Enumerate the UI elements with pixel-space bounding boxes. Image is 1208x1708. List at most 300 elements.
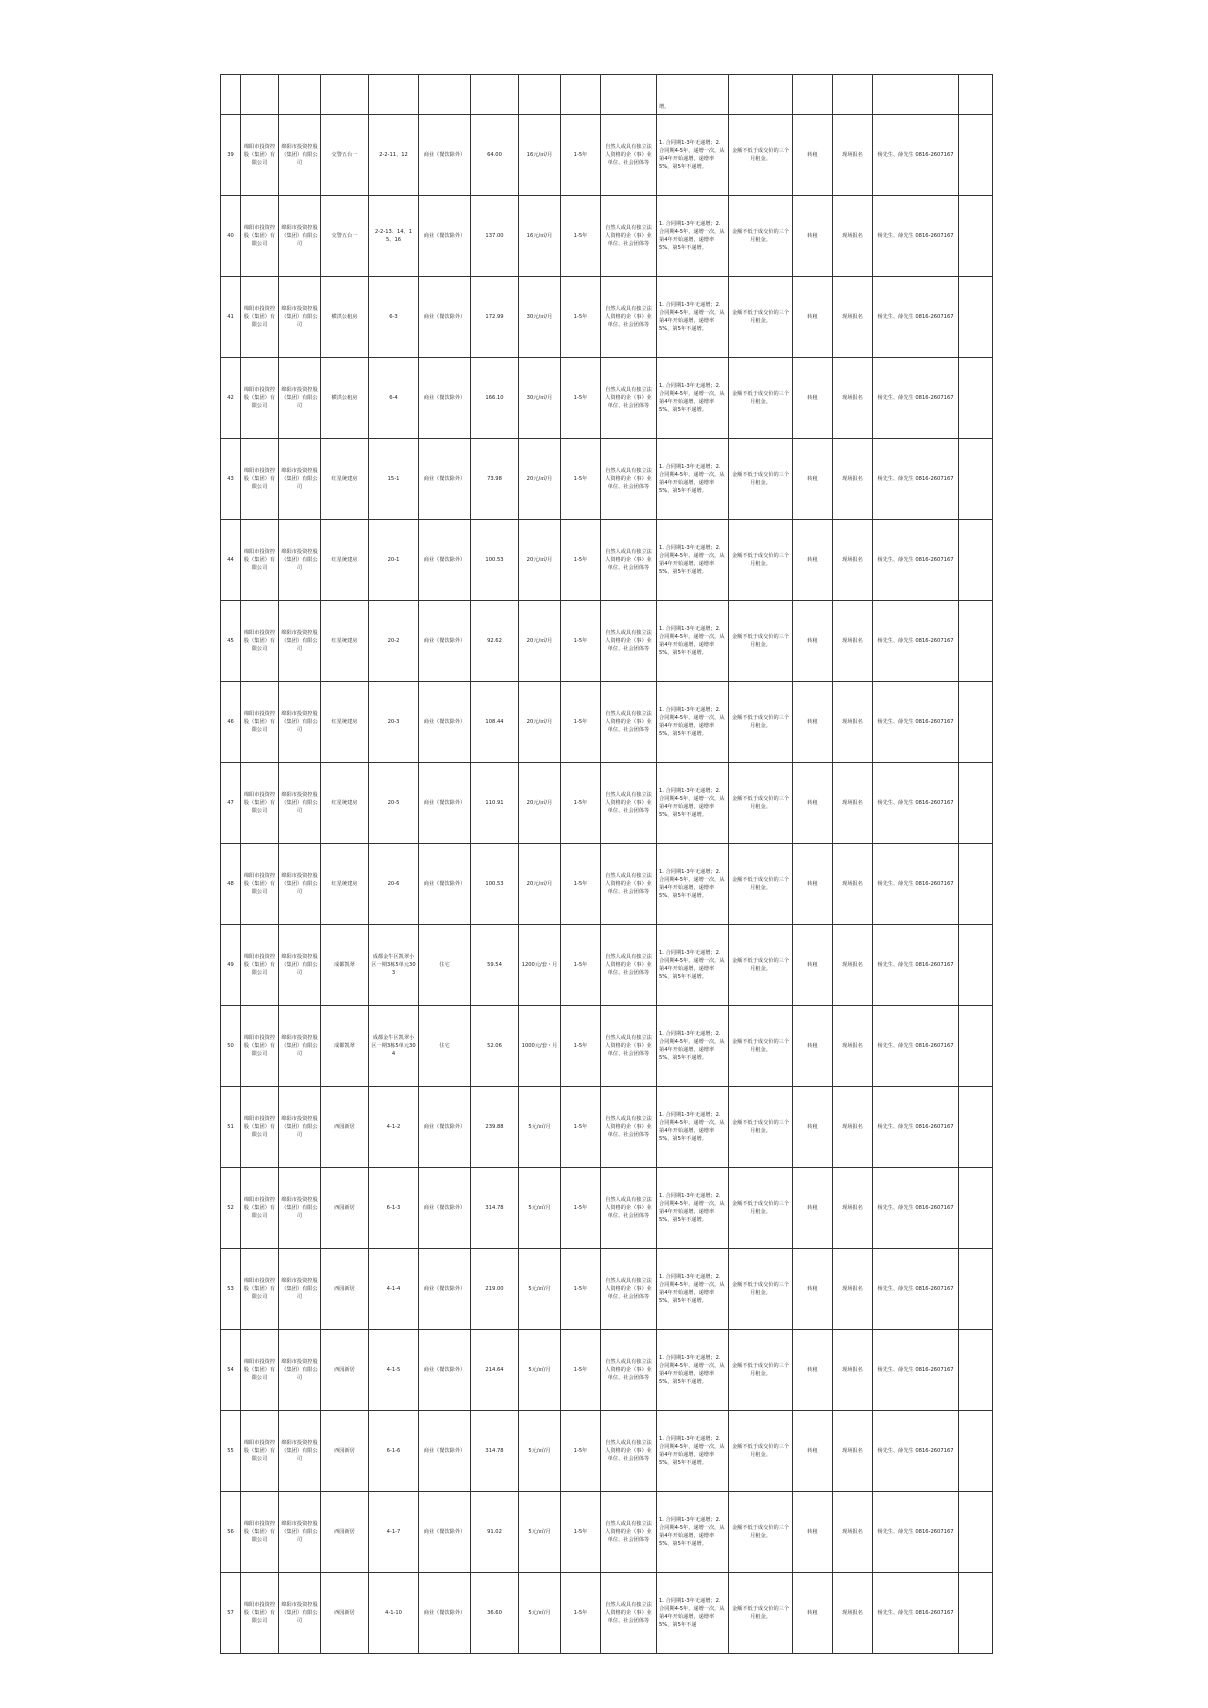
contact-cell: 杨先生、薛先生 0816-2607167	[873, 1330, 959, 1411]
signup-cell: 现场报名	[833, 1168, 873, 1249]
usage-cell: 商业（餐饮除外）	[419, 1168, 471, 1249]
project-cell: 红星统建房	[321, 601, 369, 682]
terms-cell: 增。	[657, 75, 729, 115]
transferor-cell: 绵阳市投资控股（集团）有限公司	[241, 1573, 279, 1654]
terms-cell: 1. 合同期1-3年无递增；2. 合同期4-5年，递增一次，从第4年开始递增，递增率5%，第5年不递增。	[657, 520, 729, 601]
qualification-cell: 自然人或具有独立法人资格的企（事）业单位、社会团体等	[601, 1573, 657, 1654]
method-cell: 转租	[793, 520, 833, 601]
contact-cell: 杨先生、薛先生 0816-2607167	[873, 844, 959, 925]
row-number-cell: 50	[221, 1006, 241, 1087]
area-cell: 110.91	[471, 763, 519, 844]
table-row	[221, 1573, 993, 1654]
row-number-cell: 46	[221, 682, 241, 763]
qualification-cell: 自然人或具有独立法人资格的企（事）业单位、社会团体等	[601, 844, 657, 925]
area-cell: 239.88	[471, 1087, 519, 1168]
price-cell: 5元/㎡/月	[519, 1492, 561, 1573]
term-cell: 1-5年	[561, 358, 601, 439]
area-cell: 219.00	[471, 1249, 519, 1330]
terms-cell: 1. 合同期1-3年无递增；2. 合同期4-5年，递增一次，从第4年开始递增，递增率5%，第5年不递增。	[657, 115, 729, 196]
project-cell: 成都凯翠	[321, 925, 369, 1006]
signup-cell: 现场报名	[833, 682, 873, 763]
signup-cell: 现场报名	[833, 763, 873, 844]
usage-cell: 商业（餐饮除外）	[419, 682, 471, 763]
terms-cell: 1. 合同期1-3年无递增；2. 合同期4-5年，递增一次，从第4年开始递增，递增率5%，第5年不递	[657, 1573, 729, 1654]
transferor-cell: 绵阳市投资控股（集团）有限公司	[241, 844, 279, 925]
usage-cell: 商业（餐饮除外）	[419, 1087, 471, 1168]
area-cell: 314.78	[471, 1411, 519, 1492]
price-cell: 16元/㎡/月	[519, 115, 561, 196]
holder-cell: 绵阳市投资控股（集团）有限公司	[279, 1006, 321, 1087]
project-cell: 横洪公租房	[321, 277, 369, 358]
row-number-cell: 57	[221, 1573, 241, 1654]
contact-cell: 杨先生、薛先生 0816-2607167	[873, 763, 959, 844]
usage-cell: 住宅	[419, 1006, 471, 1087]
method-cell: 转租	[793, 682, 833, 763]
method-cell: 转租	[793, 1168, 833, 1249]
row-number-cell: 49	[221, 925, 241, 1006]
row-number-cell: 47	[221, 763, 241, 844]
term-cell: 1-5年	[561, 1006, 601, 1087]
transferor-cell: 绵阳市投资控股（集团）有限公司	[241, 1168, 279, 1249]
term-cell: 1-5年	[561, 601, 601, 682]
transferor-cell: 绵阳市投资控股（集团）有限公司	[241, 1411, 279, 1492]
qualification-cell: 自然人或具有独立法人资格的企（事）业单位、社会团体等	[601, 601, 657, 682]
contact-cell: 杨先生、薛先生 0816-2607167	[873, 358, 959, 439]
signup-cell: 现场报名	[833, 520, 873, 601]
project-cell: 西园新居	[321, 1249, 369, 1330]
usage-cell: 商业（餐饮除外）	[419, 844, 471, 925]
holder-cell: 绵阳市投资控股（集团）有限公司	[279, 358, 321, 439]
qualification-cell: 自然人或具有独立法人资格的企（事）业单位、社会团体等	[601, 196, 657, 277]
transferor-cell: 绵阳市投资控股（集团）有限公司	[241, 1249, 279, 1330]
unit-cell: 6-1-6	[369, 1411, 419, 1492]
deposit-cell: 金额不低于成交价的三个月租金。	[729, 601, 793, 682]
usage-cell: 商业（餐饮除外）	[419, 763, 471, 844]
deposit-cell: 金额不低于成交价的三个月租金。	[729, 925, 793, 1006]
method-cell: 转租	[793, 1411, 833, 1492]
transferor-cell: 绵阳市投资控股（集团）有限公司	[241, 763, 279, 844]
terms-cell: 1. 合同期1-3年无递增；2. 合同期4-5年，递增一次，从第4年开始递增，递增率5%，第5年不递增。	[657, 1006, 729, 1087]
unit-cell: 2-2-11、12	[369, 115, 419, 196]
method-cell: 转租	[793, 1006, 833, 1087]
row-number-cell: 40	[221, 196, 241, 277]
remarks-cell	[959, 358, 993, 439]
remarks-cell	[959, 1330, 993, 1411]
deposit-cell: 金额不低于成交价的三个月租金。	[729, 1330, 793, 1411]
unit-cell: 6-1-3	[369, 1168, 419, 1249]
signup-cell: 现场报名	[833, 196, 873, 277]
usage-cell: 住宅	[419, 925, 471, 1006]
area-cell: 214.64	[471, 1330, 519, 1411]
method-cell: 转租	[793, 844, 833, 925]
table-row	[221, 439, 993, 520]
holder-cell: 绵阳市投资控股（集团）有限公司	[279, 1411, 321, 1492]
deposit-cell: 金额不低于成交价的三个月租金。	[729, 439, 793, 520]
qualification-cell: 自然人或具有独立法人资格的企（事）业单位、社会团体等	[601, 358, 657, 439]
term-cell: 1-5年	[561, 844, 601, 925]
deposit-cell: 金额不低于成交价的三个月租金。	[729, 196, 793, 277]
price-cell: 20元/㎡/月	[519, 520, 561, 601]
unit-cell: 4-1-5	[369, 1330, 419, 1411]
table-row	[221, 1087, 993, 1168]
transferor-cell: 绵阳市投资控股（集团）有限公司	[241, 682, 279, 763]
remarks-cell	[959, 196, 993, 277]
table-row	[221, 601, 993, 682]
remarks-cell	[959, 601, 993, 682]
term-cell: 1-5年	[561, 1330, 601, 1411]
table-row	[221, 358, 993, 439]
remarks-cell	[959, 1168, 993, 1249]
holder-cell: 绵阳市投资控股（集团）有限公司	[279, 439, 321, 520]
contact-cell: 杨先生、薛先生 0816-2607167	[873, 520, 959, 601]
transferor-cell: 绵阳市投资控股（集团）有限公司	[241, 439, 279, 520]
price-cell: 20元/㎡/月	[519, 763, 561, 844]
unit-cell: 20-3	[369, 682, 419, 763]
qualification-cell: 自然人或具有独立法人资格的企（事）业单位、社会团体等	[601, 1492, 657, 1573]
table-row	[221, 1006, 993, 1087]
table-row	[221, 925, 993, 1006]
usage-cell: 商业（餐饮除外）	[419, 277, 471, 358]
qualification-cell: 自然人或具有独立法人资格的企（事）业单位、社会团体等	[601, 1330, 657, 1411]
table-row	[221, 1330, 993, 1411]
qualification-cell: 自然人或具有独立法人资格的企（事）业单位、社会团体等	[601, 1249, 657, 1330]
qualification-cell: 自然人或具有独立法人资格的企（事）业单位、社会团体等	[601, 277, 657, 358]
term-cell: 1-5年	[561, 1573, 601, 1654]
deposit-cell: 金额不低于成交价的三个月租金。	[729, 1492, 793, 1573]
row-number-cell: 51	[221, 1087, 241, 1168]
contact-cell: 杨先生、薛先生 0816-2607167	[873, 115, 959, 196]
transferor-cell: 绵阳市投资控股（集团）有限公司	[241, 358, 279, 439]
remarks-cell	[959, 1087, 993, 1168]
signup-cell: 现场报名	[833, 358, 873, 439]
table-row	[221, 1249, 993, 1330]
terms-cell: 1. 合同期1-3年无递增；2. 合同期4-5年，递增一次，从第4年开始递增，递增率5%，第5年不递增。	[657, 1411, 729, 1492]
project-cell: 红星统建房	[321, 682, 369, 763]
project-cell: 红星统建房	[321, 439, 369, 520]
remarks-cell	[959, 1492, 993, 1573]
unit-cell: 4-1-2	[369, 1087, 419, 1168]
holder-cell: 绵阳市投资控股（集团）有限公司	[279, 1492, 321, 1573]
term-cell: 1-5年	[561, 682, 601, 763]
qualification-cell: 自然人或具有独立法人资格的企（事）业单位、社会团体等	[601, 1168, 657, 1249]
qualification-cell: 自然人或具有独立法人资格的企（事）业单位、社会团体等	[601, 520, 657, 601]
transferor-cell: 绵阳市投资控股（集团）有限公司	[241, 601, 279, 682]
signup-cell: 现场报名	[833, 277, 873, 358]
method-cell: 转租	[793, 1249, 833, 1330]
row-number-cell: 53	[221, 1249, 241, 1330]
term-cell: 1-5年	[561, 763, 601, 844]
method-cell: 转租	[793, 601, 833, 682]
method-cell: 转租	[793, 439, 833, 520]
signup-cell: 现场报名	[833, 439, 873, 520]
term-cell: 1-5年	[561, 1411, 601, 1492]
term-cell: 1-5年	[561, 115, 601, 196]
signup-cell: 现场报名	[833, 844, 873, 925]
usage-cell: 商业（餐饮除外）	[419, 1411, 471, 1492]
unit-cell: 20-5	[369, 763, 419, 844]
contact-cell: 杨先生、薛先生 0816-2607167	[873, 1492, 959, 1573]
area-cell: 59.54	[471, 925, 519, 1006]
project-cell: 交警五台一	[321, 115, 369, 196]
row-number-cell: 39	[221, 115, 241, 196]
deposit-cell: 金额不低于成交价的三个月租金。	[729, 763, 793, 844]
holder-cell: 绵阳市投资控股（集团）有限公司	[279, 1087, 321, 1168]
signup-cell: 现场报名	[833, 601, 873, 682]
project-cell: 西园新居	[321, 1087, 369, 1168]
contact-cell: 杨先生、薛先生 0816-2607167	[873, 925, 959, 1006]
table-row	[221, 682, 993, 763]
signup-cell: 现场报名	[833, 1006, 873, 1087]
holder-cell: 绵阳市投资控股（集团）有限公司	[279, 844, 321, 925]
term-cell: 1-5年	[561, 196, 601, 277]
row-number-cell: 55	[221, 1411, 241, 1492]
area-cell: 100.53	[471, 844, 519, 925]
deposit-cell: 金额不低于成交价的三个月租金。	[729, 358, 793, 439]
table-row	[221, 196, 993, 277]
area-cell: 137.00	[471, 196, 519, 277]
table-row	[221, 277, 993, 358]
terms-cell: 1. 合同期1-3年无递增；2. 合同期4-5年，递增一次，从第4年开始递增，递增率5%，第5年不递增。	[657, 1249, 729, 1330]
remarks-cell	[959, 115, 993, 196]
signup-cell: 现场报名	[833, 1573, 873, 1654]
qualification-cell: 自然人或具有独立法人资格的企（事）业单位、社会团体等	[601, 1087, 657, 1168]
area-cell: 36.60	[471, 1573, 519, 1654]
terms-cell: 1. 合同期1-3年无递增；2. 合同期4-5年，递增一次，从第4年开始递增，递增率5%，第5年不递增。	[657, 277, 729, 358]
qualification-cell: 自然人或具有独立法人资格的企（事）业单位、社会团体等	[601, 115, 657, 196]
term-cell: 1-5年	[561, 1492, 601, 1573]
term-cell: 1-5年	[561, 1087, 601, 1168]
remarks-cell	[959, 1249, 993, 1330]
price-cell: 5元/㎡/月	[519, 1087, 561, 1168]
term-cell: 1-5年	[561, 1249, 601, 1330]
usage-cell: 商业（餐饮除外）	[419, 196, 471, 277]
deposit-cell: 金额不低于成交价的三个月租金。	[729, 277, 793, 358]
contact-cell: 杨先生、薛先生 0816-2607167	[873, 439, 959, 520]
unit-cell: 20-1	[369, 520, 419, 601]
remarks-cell	[959, 439, 993, 520]
contact-cell: 杨先生、薛先生 0816-2607167	[873, 277, 959, 358]
remarks-cell	[959, 682, 993, 763]
method-cell: 转租	[793, 1573, 833, 1654]
method-cell: 转租	[793, 115, 833, 196]
method-cell: 转租	[793, 1492, 833, 1573]
price-cell: 20元/㎡/月	[519, 844, 561, 925]
project-cell: 西园新居	[321, 1411, 369, 1492]
remarks-cell	[959, 1006, 993, 1087]
signup-cell: 现场报名	[833, 1411, 873, 1492]
table-row	[221, 844, 993, 925]
deposit-cell: 金额不低于成交价的三个月租金。	[729, 1006, 793, 1087]
deposit-cell: 金额不低于成交价的三个月租金。	[729, 1087, 793, 1168]
transferor-cell: 绵阳市投资控股（集团）有限公司	[241, 1087, 279, 1168]
price-cell: 1200元/套・月	[519, 925, 561, 1006]
price-cell: 30元/㎡/月	[519, 277, 561, 358]
holder-cell: 绵阳市投资控股（集团）有限公司	[279, 520, 321, 601]
holder-cell: 绵阳市投资控股（集团）有限公司	[279, 601, 321, 682]
deposit-cell: 金额不低于成交价的三个月租金。	[729, 115, 793, 196]
area-cell: 92.62	[471, 601, 519, 682]
unit-cell: 20-2	[369, 601, 419, 682]
holder-cell: 绵阳市投资控股（集团）有限公司	[279, 682, 321, 763]
qualification-cell: 自然人或具有独立法人资格的企（事）业单位、社会团体等	[601, 682, 657, 763]
holder-cell: 绵阳市投资控股（集团）有限公司	[279, 1573, 321, 1654]
deposit-cell: 金额不低于成交价的三个月租金。	[729, 1411, 793, 1492]
area-cell: 314.78	[471, 1168, 519, 1249]
unit-cell: 成都金牛区凯翠小区一期3栋5单元303	[369, 925, 419, 1006]
qualification-cell: 自然人或具有独立法人资格的企（事）业单位、社会团体等	[601, 763, 657, 844]
holder-cell: 绵阳市投资控股（集团）有限公司	[279, 1249, 321, 1330]
term-cell: 1-5年	[561, 1168, 601, 1249]
row-number-cell: 41	[221, 277, 241, 358]
contact-cell: 杨先生、薛先生 0816-2607167	[873, 196, 959, 277]
term-cell: 1-5年	[561, 925, 601, 1006]
unit-cell: 20-6	[369, 844, 419, 925]
qualification-cell: 自然人或具有独立法人资格的企（事）业单位、社会团体等	[601, 1006, 657, 1087]
terms-cell: 1. 合同期1-3年无递增；2. 合同期4-5年，递增一次，从第4年开始递增，递增率5%，第5年不递增。	[657, 763, 729, 844]
unit-cell: 6-3	[369, 277, 419, 358]
signup-cell: 现场报名	[833, 1087, 873, 1168]
method-cell: 转租	[793, 925, 833, 1006]
price-cell: 20元/㎡/月	[519, 439, 561, 520]
transferor-cell: 绵阳市投资控股（集团）有限公司	[241, 1492, 279, 1573]
table-row	[221, 1492, 993, 1573]
deposit-cell: 金额不低于成交价的三个月租金。	[729, 1249, 793, 1330]
holder-cell: 绵阳市投资控股（集团）有限公司	[279, 115, 321, 196]
term-cell: 1-5年	[561, 277, 601, 358]
usage-cell: 商业（餐饮除外）	[419, 115, 471, 196]
contact-cell: 杨先生、薛先生 0816-2607167	[873, 682, 959, 763]
terms-cell: 1. 合同期1-3年无递增；2. 合同期4-5年，递增一次，从第4年开始递增，递增率5%，第5年不递增。	[657, 1330, 729, 1411]
usage-cell: 商业（餐饮除外）	[419, 1492, 471, 1573]
usage-cell: 商业（餐饮除外）	[419, 1330, 471, 1411]
holder-cell: 绵阳市投资控股（集团）有限公司	[279, 925, 321, 1006]
usage-cell: 商业（餐饮除外）	[419, 1573, 471, 1654]
contact-cell: 杨先生、薛先生 0816-2607167	[873, 1168, 959, 1249]
price-cell: 5元/㎡/月	[519, 1573, 561, 1654]
table-row	[221, 763, 993, 844]
price-cell: 5元/㎡/月	[519, 1168, 561, 1249]
area-cell: 73.98	[471, 439, 519, 520]
project-cell: 西园新居	[321, 1168, 369, 1249]
project-cell: 红星统建房	[321, 520, 369, 601]
price-cell: 1000元/套・月	[519, 1006, 561, 1087]
terms-cell: 1. 合同期1-3年无递增；2. 合同期4-5年，递增一次，从第4年开始递增，递增率5%，第5年不递增。	[657, 439, 729, 520]
transferor-cell: 绵阳市投资控股（集团）有限公司	[241, 520, 279, 601]
usage-cell: 商业（餐饮除外）	[419, 1249, 471, 1330]
contact-cell: 杨先生、薛先生 0816-2607167	[873, 1573, 959, 1654]
usage-cell: 商业（餐饮除外）	[419, 358, 471, 439]
terms-cell: 1. 合同期1-3年无递增；2. 合同期4-5年，递增一次，从第4年开始递增，递增率5%，第5年不递增。	[657, 844, 729, 925]
contact-cell: 杨先生、薛先生 0816-2607167	[873, 1087, 959, 1168]
unit-cell: 成都金牛区凯翠小区一期3栋5单元304	[369, 1006, 419, 1087]
holder-cell: 绵阳市投资控股（集团）有限公司	[279, 277, 321, 358]
terms-cell: 1. 合同期1-3年无递增；2. 合同期4-5年，递增一次，从第4年开始递增，递增率5%，第5年不递增。	[657, 358, 729, 439]
method-cell: 转租	[793, 1087, 833, 1168]
row-number-cell: 54	[221, 1330, 241, 1411]
holder-cell: 绵阳市投资控股（集团）有限公司	[279, 1168, 321, 1249]
listing-table	[220, 74, 993, 1654]
remarks-cell	[959, 1573, 993, 1654]
remarks-cell	[959, 520, 993, 601]
area-cell: 100.53	[471, 520, 519, 601]
terms-cell: 1. 合同期1-3年无递增；2. 合同期4-5年，递增一次，从第4年开始递增，递增率5%，第5年不递增。	[657, 925, 729, 1006]
remarks-cell	[959, 844, 993, 925]
unit-cell: 4-1-10	[369, 1573, 419, 1654]
holder-cell: 绵阳市投资控股（集团）有限公司	[279, 196, 321, 277]
contact-cell: 杨先生、薛先生 0816-2607167	[873, 1006, 959, 1087]
table-row	[221, 520, 993, 601]
table-row	[221, 115, 993, 196]
signup-cell: 现场报名	[833, 1330, 873, 1411]
remarks-cell	[959, 277, 993, 358]
term-cell: 1-5年	[561, 520, 601, 601]
transferor-cell: 绵阳市投资控股（集团）有限公司	[241, 277, 279, 358]
qualification-cell: 自然人或具有独立法人资格的企（事）业单位、社会团体等	[601, 439, 657, 520]
method-cell: 转租	[793, 196, 833, 277]
usage-cell: 商业（餐饮除外）	[419, 601, 471, 682]
terms-cell: 1. 合同期1-3年无递增；2. 合同期4-5年，递增一次，从第4年开始递增，递增率5%，第5年不递增。	[657, 1492, 729, 1573]
area-cell: 166.10	[471, 358, 519, 439]
deposit-cell: 金额不低于成交价的三个月租金。	[729, 682, 793, 763]
signup-cell: 现场报名	[833, 115, 873, 196]
terms-cell: 1. 合同期1-3年无递增；2. 合同期4-5年，递增一次，从第4年开始递增，递增率5%，第5年不递增。	[657, 1168, 729, 1249]
transferor-cell: 绵阳市投资控股（集团）有限公司	[241, 115, 279, 196]
continued-row	[221, 75, 993, 115]
row-number-cell: 48	[221, 844, 241, 925]
terms-cell: 1. 合同期1-3年无递增；2. 合同期4-5年，递增一次，从第4年开始递增，递增率5%，第5年不递增。	[657, 1087, 729, 1168]
contact-cell: 杨先生、薛先生 0816-2607167	[873, 1411, 959, 1492]
contact-cell: 杨先生、薛先生 0816-2607167	[873, 601, 959, 682]
terms-cell: 1. 合同期1-3年无递增；2. 合同期4-5年，递增一次，从第4年开始递增，递增率5%，第5年不递增。	[657, 682, 729, 763]
row-number-cell: 56	[221, 1492, 241, 1573]
project-cell: 交警五台一	[321, 196, 369, 277]
terms-cell: 1. 合同期1-3年无递增；2. 合同期4-5年，递增一次，从第4年开始递增，递增率5%，第5年不递增。	[657, 196, 729, 277]
table-row	[221, 1411, 993, 1492]
qualification-cell: 自然人或具有独立法人资格的企（事）业单位、社会团体等	[601, 1411, 657, 1492]
unit-cell: 4-1-7	[369, 1492, 419, 1573]
project-cell: 红星统建房	[321, 844, 369, 925]
project-cell: 西园新居	[321, 1573, 369, 1654]
method-cell: 转租	[793, 1330, 833, 1411]
project-cell: 西园新居	[321, 1330, 369, 1411]
area-cell: 172.99	[471, 277, 519, 358]
price-cell: 20元/㎡/月	[519, 682, 561, 763]
area-cell: 108.44	[471, 682, 519, 763]
contact-cell: 杨先生、薛先生 0816-2607167	[873, 1249, 959, 1330]
table-row	[221, 1168, 993, 1249]
unit-cell: 15-1	[369, 439, 419, 520]
holder-cell: 绵阳市投资控股（集团）有限公司	[279, 763, 321, 844]
row-number-cell: 42	[221, 358, 241, 439]
transferor-cell: 绵阳市投资控股（集团）有限公司	[241, 196, 279, 277]
unit-cell: 4-1-4	[369, 1249, 419, 1330]
deposit-cell: 金额不低于成交价的三个月租金。	[729, 520, 793, 601]
signup-cell: 现场报名	[833, 1249, 873, 1330]
area-cell: 52.06	[471, 1006, 519, 1087]
term-cell: 1-5年	[561, 439, 601, 520]
price-cell: 16元/㎡/月	[519, 196, 561, 277]
transferor-cell: 绵阳市投资控股（集团）有限公司	[241, 1330, 279, 1411]
signup-cell: 现场报名	[833, 1492, 873, 1573]
unit-cell: 2-2-13、14、15、16	[369, 196, 419, 277]
price-cell: 20元/㎡/月	[519, 601, 561, 682]
usage-cell: 商业（餐饮除外）	[419, 520, 471, 601]
transferor-cell: 绵阳市投资控股（集团）有限公司	[241, 1006, 279, 1087]
price-cell: 5元/㎡/月	[519, 1330, 561, 1411]
deposit-cell: 金额不低于成交价的三个月租金。	[729, 844, 793, 925]
terms-cell: 1. 合同期1-3年无递增；2. 合同期4-5年，递增一次，从第4年开始递增，递增率5%，第5年不递增。	[657, 601, 729, 682]
price-cell: 5元/㎡/月	[519, 1411, 561, 1492]
